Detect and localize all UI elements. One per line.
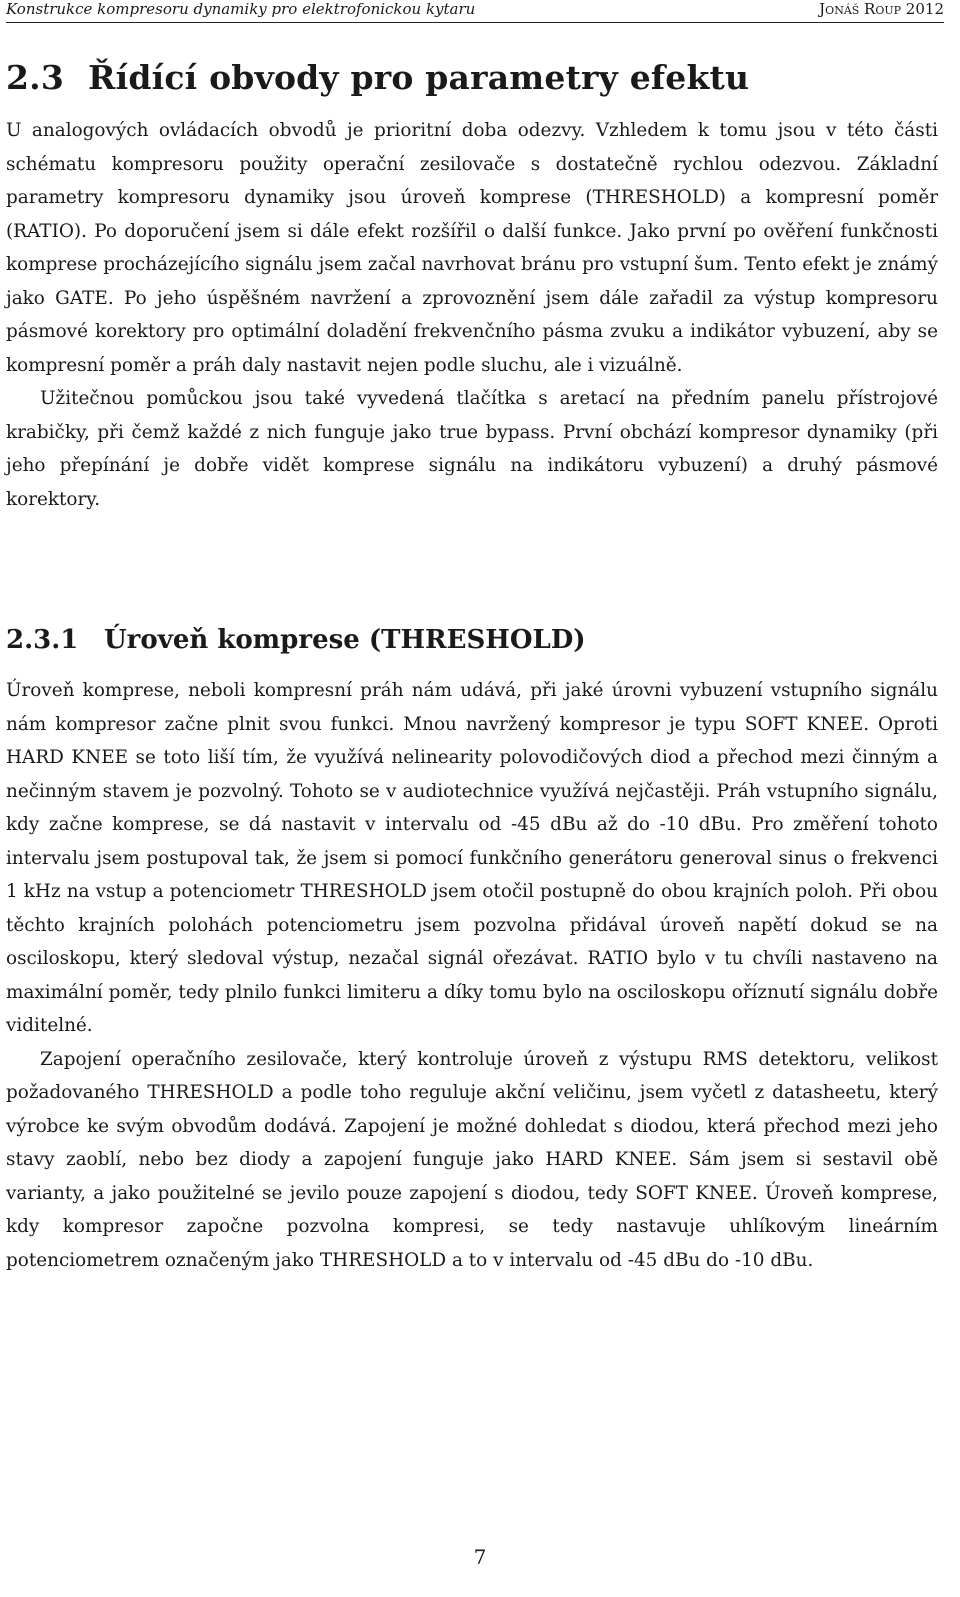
paragraph: U analogových ovládacích obvodů je prioritní doba odezvy. Vzhledem k tomu jsou v této části schématu kompresoru použity operační zesilovače s dostatečně rychlou odezvou. Základní parametry kompresoru dynamiky jsou úroveň komprese (THRESHOLD) a kompresní poměr (RATIO). Po doporučení jsem si dále efekt rozšířil o další funkce. Jako první po ověření funkčnosti komprese procházejícího signálu jsem začal navrhovat bránu pro vstupní šum. Tento efekt je známý jako GATE. Po jeho úspěšném navržení a zprovoznění jsem dále zařadil za výstup kompresoru pásmové korektory pro optimální doladění frekvenčního pásma zvuku a indikátor vybuzení, aby se kompresní poměr a práh daly nastavit nejen podle sluchu, ale i vizuálně. <box>6 120 938 376</box>
subsection-number: 2.3.1 <box>6 625 79 655</box>
page-number: 7 <box>473 1545 487 1569</box>
running-header <box>6 0 944 23</box>
subsection-heading <box>6 625 586 655</box>
subsection-body <box>6 674 938 1277</box>
section-title: Řídící obvody pro parametry efektu <box>88 58 750 97</box>
paragraph: Užitečnou pomůckou jsou také vyvedená tlačítka s aretací na předním panelu přístrojové krabičky, při čemž každé z nich funguje jako true bypass. První obchází kompresor dynamiky (při jeho přepínání je dobře vidět komprese signálu na indikátoru vybuzení) a druhý pásmové korektory. <box>6 388 938 510</box>
section-heading <box>6 58 749 97</box>
paragraph: Úroveň komprese, neboli kompresní práh nám udává, při jaké úrovni vybuzení vstupního signálu nám kompresor začne plnit svou funkci. Mnou navržený kompresor je typu SOFT KNEE. Oproti HARD KNEE se toto liší tím, že využívá nelinearity polovodičových diod a přechod mezi činným a nečinným stavem je pozvolný. Tohoto se v audiotechnice využívá nejčastěji. Práh vstupního signálu, kdy začne komprese, se dá nastavit v intervalu od -45 dBu až do -10 dBu. Pro změření tohoto intervalu jsem postupoval tak, že jsem si pomocí funkčního generátoru generoval sinus o frekvenci 1 kHz na vstup a potenciometr THRESHOLD jsem otočil postupně do obou krajních poloh. Při obou těchto krajních polohách potenciometru jsem pozvolna přidával úroveň napětí dokud se na osciloskopu, který sledoval výstup, nezačal signál ořezávat. RATIO bylo v tu chvíli nastaveno na maximální poměr, tedy plnilo funkci limiteru a díky tomu bylo na osciloskopu oříznutí signálu dobře viditelné. <box>6 680 938 1036</box>
subsection-title: Úroveň komprese (THRESHOLD) <box>104 625 586 655</box>
header-author-year: Jonáš Roup 2012 <box>819 0 944 18</box>
header-title: Konstrukce kompresoru dynamiky pro elektrofonickou kytaru <box>6 0 476 18</box>
section-number: 2.3 <box>6 58 65 97</box>
section-body <box>6 114 938 516</box>
paragraph: Zapojení operačního zesilovače, který kontroluje úroveň z výstupu RMS detektoru, velikost požadovaného THRESHOLD a podle toho reguluje akční veličinu, jsem vyčetl z datasheetu, který výrobce ke svým obvodům dodává. Zapojení je možné dohledat s diodou, která přechod mezi jeho stavy zaoblí, nebo bez diody a zapojení funguje jako HARD KNEE. Sám jsem si sestavil obě varianty, a jako použitelné se jevilo pouze zapojení s diodou, tedy SOFT KNEE. Úroveň komprese, kdy kompresor započne pozvolna kompresi, se tedy nastavuje uhlíkovým lineárním potenciometrem označeným jako THRESHOLD a to v intervalu od -45 dBu do -10 dBu. <box>6 1048 938 1271</box>
